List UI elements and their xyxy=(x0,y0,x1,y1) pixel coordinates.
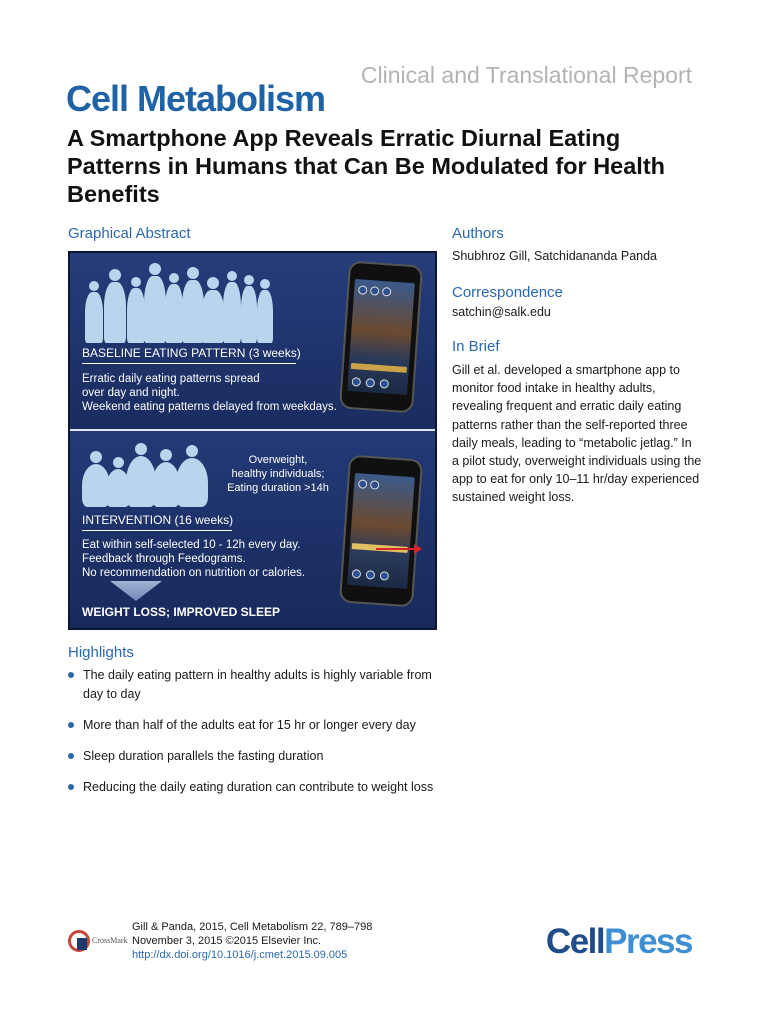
baseline-text-line-2: over day and night. xyxy=(82,387,180,399)
overweight-people-illustration xyxy=(82,437,208,507)
highlight-text: Reducing the daily eating duration can contribute to weight loss xyxy=(83,779,434,794)
bullet-icon xyxy=(68,722,74,728)
bullet-icon xyxy=(68,672,74,678)
citation-footer xyxy=(132,920,372,962)
graphical-abstract xyxy=(68,251,437,630)
down-arrow-icon xyxy=(110,581,162,601)
baseline-rule xyxy=(82,363,296,364)
bullet-icon xyxy=(68,753,74,759)
intervention-panel xyxy=(70,431,435,628)
feedogram-arrow-icon xyxy=(414,544,422,554)
feedogram-arrow-line xyxy=(376,548,416,550)
report-type: Clinical and Translational Report xyxy=(360,62,692,88)
smartphone-baseline-illustration xyxy=(339,261,423,414)
baseline-people-illustration xyxy=(84,259,274,343)
crossmark-icon xyxy=(68,930,90,952)
correspondence-email[interactable]: satchin@salk.edu xyxy=(452,305,551,319)
highlights-list xyxy=(68,666,443,809)
baseline-panel xyxy=(70,253,435,429)
intervention-text-line-3: No recommendation on nutrition or calories. xyxy=(82,567,306,579)
article-title: A Smartphone App Reveals Erratic Diurnal Eating Patterns in Humans that Can Be Modulated for Health Benefits xyxy=(67,125,666,207)
crossmark-label: CrossMark xyxy=(92,936,128,945)
overweight-text-line-1: Overweight, xyxy=(248,454,308,466)
intervention-text-line-1: Eat within self-selected 10 - 12h every day. xyxy=(82,539,301,551)
baseline-text-line-1: Erratic daily eating patterns spread xyxy=(82,373,260,385)
baseline-text-line-3: Weekend eating patterns delayed from weekdays. xyxy=(82,401,337,413)
date-copyright-line: November 3, 2015 ©2015 Elsevier Inc. xyxy=(132,935,322,947)
highlights-heading: Highlights xyxy=(68,644,134,661)
highlight-item xyxy=(68,666,443,703)
in-brief-text: Gill et al. developed a smartphone app to monitor food intake in healthy adults, revealing frequent and erratic daily eating patterns rather than the self-reported three daily meals, leading to “metabolic jetlag.” In a pilot study, overweight individuals using the app to eat for only 10–11 hr/day experienced sustained weight loss. xyxy=(452,363,702,505)
highlight-text: The daily eating pattern in healthy adults is highly variable from day to day xyxy=(83,668,432,701)
intervention-label: INTERVENTION (16 weeks) xyxy=(82,513,234,527)
doi-link[interactable]: http://dx.doi.org/10.1016/j.cmet.2015.09.005 xyxy=(132,949,348,961)
journal-name: Cell Metabolism xyxy=(66,78,326,119)
highlight-item xyxy=(68,747,443,766)
highlight-text: More than half of the adults eat for 15 hr or longer every day xyxy=(83,717,416,732)
correspondence-heading: Correspondence xyxy=(452,284,563,301)
cellpress-logo: CellPress xyxy=(545,922,692,961)
citation-line: Gill & Panda, 2015, Cell Metabolism 22, 789–798 xyxy=(132,921,373,933)
intervention-text-line-2: Feedback through Feedograms. xyxy=(82,553,246,565)
graphical-abstract-heading: Graphical Abstract xyxy=(68,225,191,242)
bullet-icon xyxy=(68,784,74,790)
intervention-rule xyxy=(82,530,232,531)
in-brief-heading: In Brief xyxy=(452,338,500,355)
authors-heading: Authors xyxy=(452,225,504,242)
baseline-label: BASELINE EATING PATTERN (3 weeks) xyxy=(82,346,301,360)
highlight-item xyxy=(68,778,443,797)
crossmark-logo[interactable] xyxy=(68,930,128,954)
highlight-item xyxy=(68,716,443,735)
smartphone-intervention-illustration xyxy=(339,455,423,608)
highlight-text: Sleep duration parallels the fasting duration xyxy=(83,748,324,763)
overweight-text-line-2: healthy individuals; xyxy=(231,468,325,480)
outcome-label: WEIGHT LOSS; IMPROVED SLEEP xyxy=(82,605,281,619)
authors-names: Shubhroz Gill, Satchidananda Panda xyxy=(452,249,658,263)
overweight-text-line-3: Eating duration >14h xyxy=(227,482,329,494)
